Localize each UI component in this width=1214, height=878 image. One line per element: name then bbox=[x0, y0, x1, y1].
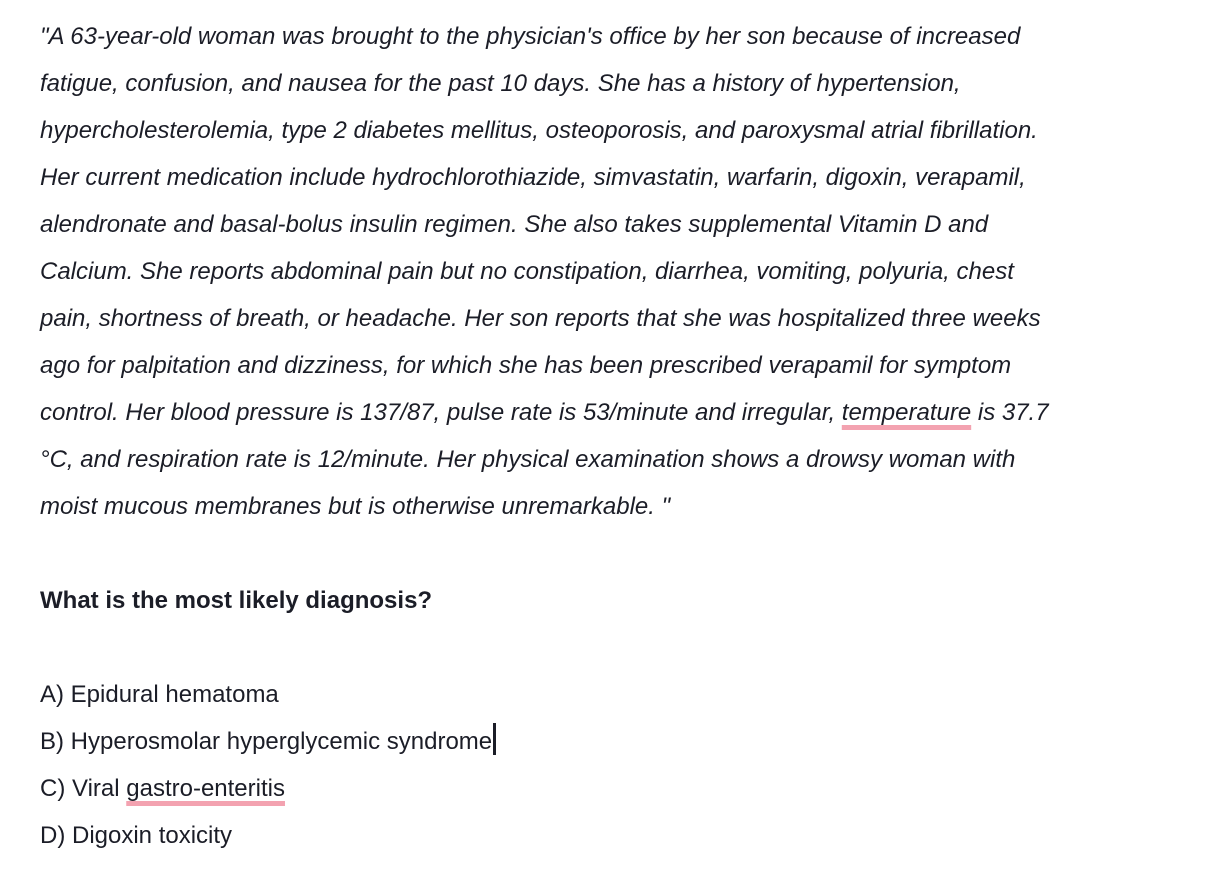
case-line[interactable]: °C, and respiration rate is 12/minute. Her physical examination shows a drowsy woman with bbox=[40, 446, 1016, 473]
case-line[interactable]: Her current medication include hydrochlorothiazide, simvastatin, warfarin, digoxin, verapamil, bbox=[40, 164, 1026, 191]
case-paragraph bbox=[40, 13, 1174, 530]
case-line[interactable]: moist mucous membranes but is otherwise unremarkable. " bbox=[40, 493, 671, 520]
line-text: is 37.7 bbox=[971, 399, 1049, 426]
spellcheck-underlined-word[interactable]: gastro-enteritis bbox=[126, 775, 285, 802]
case-line[interactable]: alendronate and basal-bolus insulin regimen. She also takes supplemental Vitamin D and bbox=[40, 211, 989, 238]
case-line[interactable]: fatigue, confusion, and nausea for the past 10 days. She has a history of hypertension, bbox=[40, 70, 961, 97]
question-text[interactable]: What is the most likely diagnosis? bbox=[40, 587, 433, 614]
case-line[interactable]: Calcium. She reports abdominal pain but no constipation, diarrhea, vomiting, polyuria, chest bbox=[40, 258, 1014, 285]
option-d[interactable]: D) Digoxin toxicity bbox=[40, 822, 233, 849]
case-line[interactable]: hypercholesterolemia, type 2 diabetes mellitus, osteoporosis, and paroxysmal atrial fibrillation. bbox=[40, 117, 1038, 144]
line-text: C) Viral bbox=[40, 775, 127, 802]
option-b[interactable]: B) Hyperosmolar hyperglycemic syndrome bbox=[40, 718, 1174, 765]
line-text: control. Her blood pressure is 137/87, pulse rate is 53/minute and irregular, bbox=[40, 399, 842, 426]
blank-line bbox=[40, 624, 1174, 671]
case-line[interactable]: "A 63-year-old woman was brought to the physician's office by her son because of increased bbox=[40, 23, 1021, 50]
options-list bbox=[40, 671, 1174, 859]
blank-line bbox=[40, 530, 1174, 577]
case-line[interactable]: ago for palpitation and dizziness, for which she has been prescribed verapamil for symptom bbox=[40, 352, 1012, 379]
case-line[interactable] bbox=[40, 389, 1174, 436]
option-a[interactable]: A) Epidural hematoma bbox=[40, 681, 279, 708]
option-c[interactable] bbox=[40, 765, 1174, 812]
text-cursor-caret bbox=[493, 723, 496, 755]
case-line[interactable]: pain, shortness of breath, or headache. Her son reports that she was hospitalized three weeks bbox=[40, 305, 1041, 332]
spellcheck-underlined-word[interactable]: temperature bbox=[841, 399, 972, 426]
